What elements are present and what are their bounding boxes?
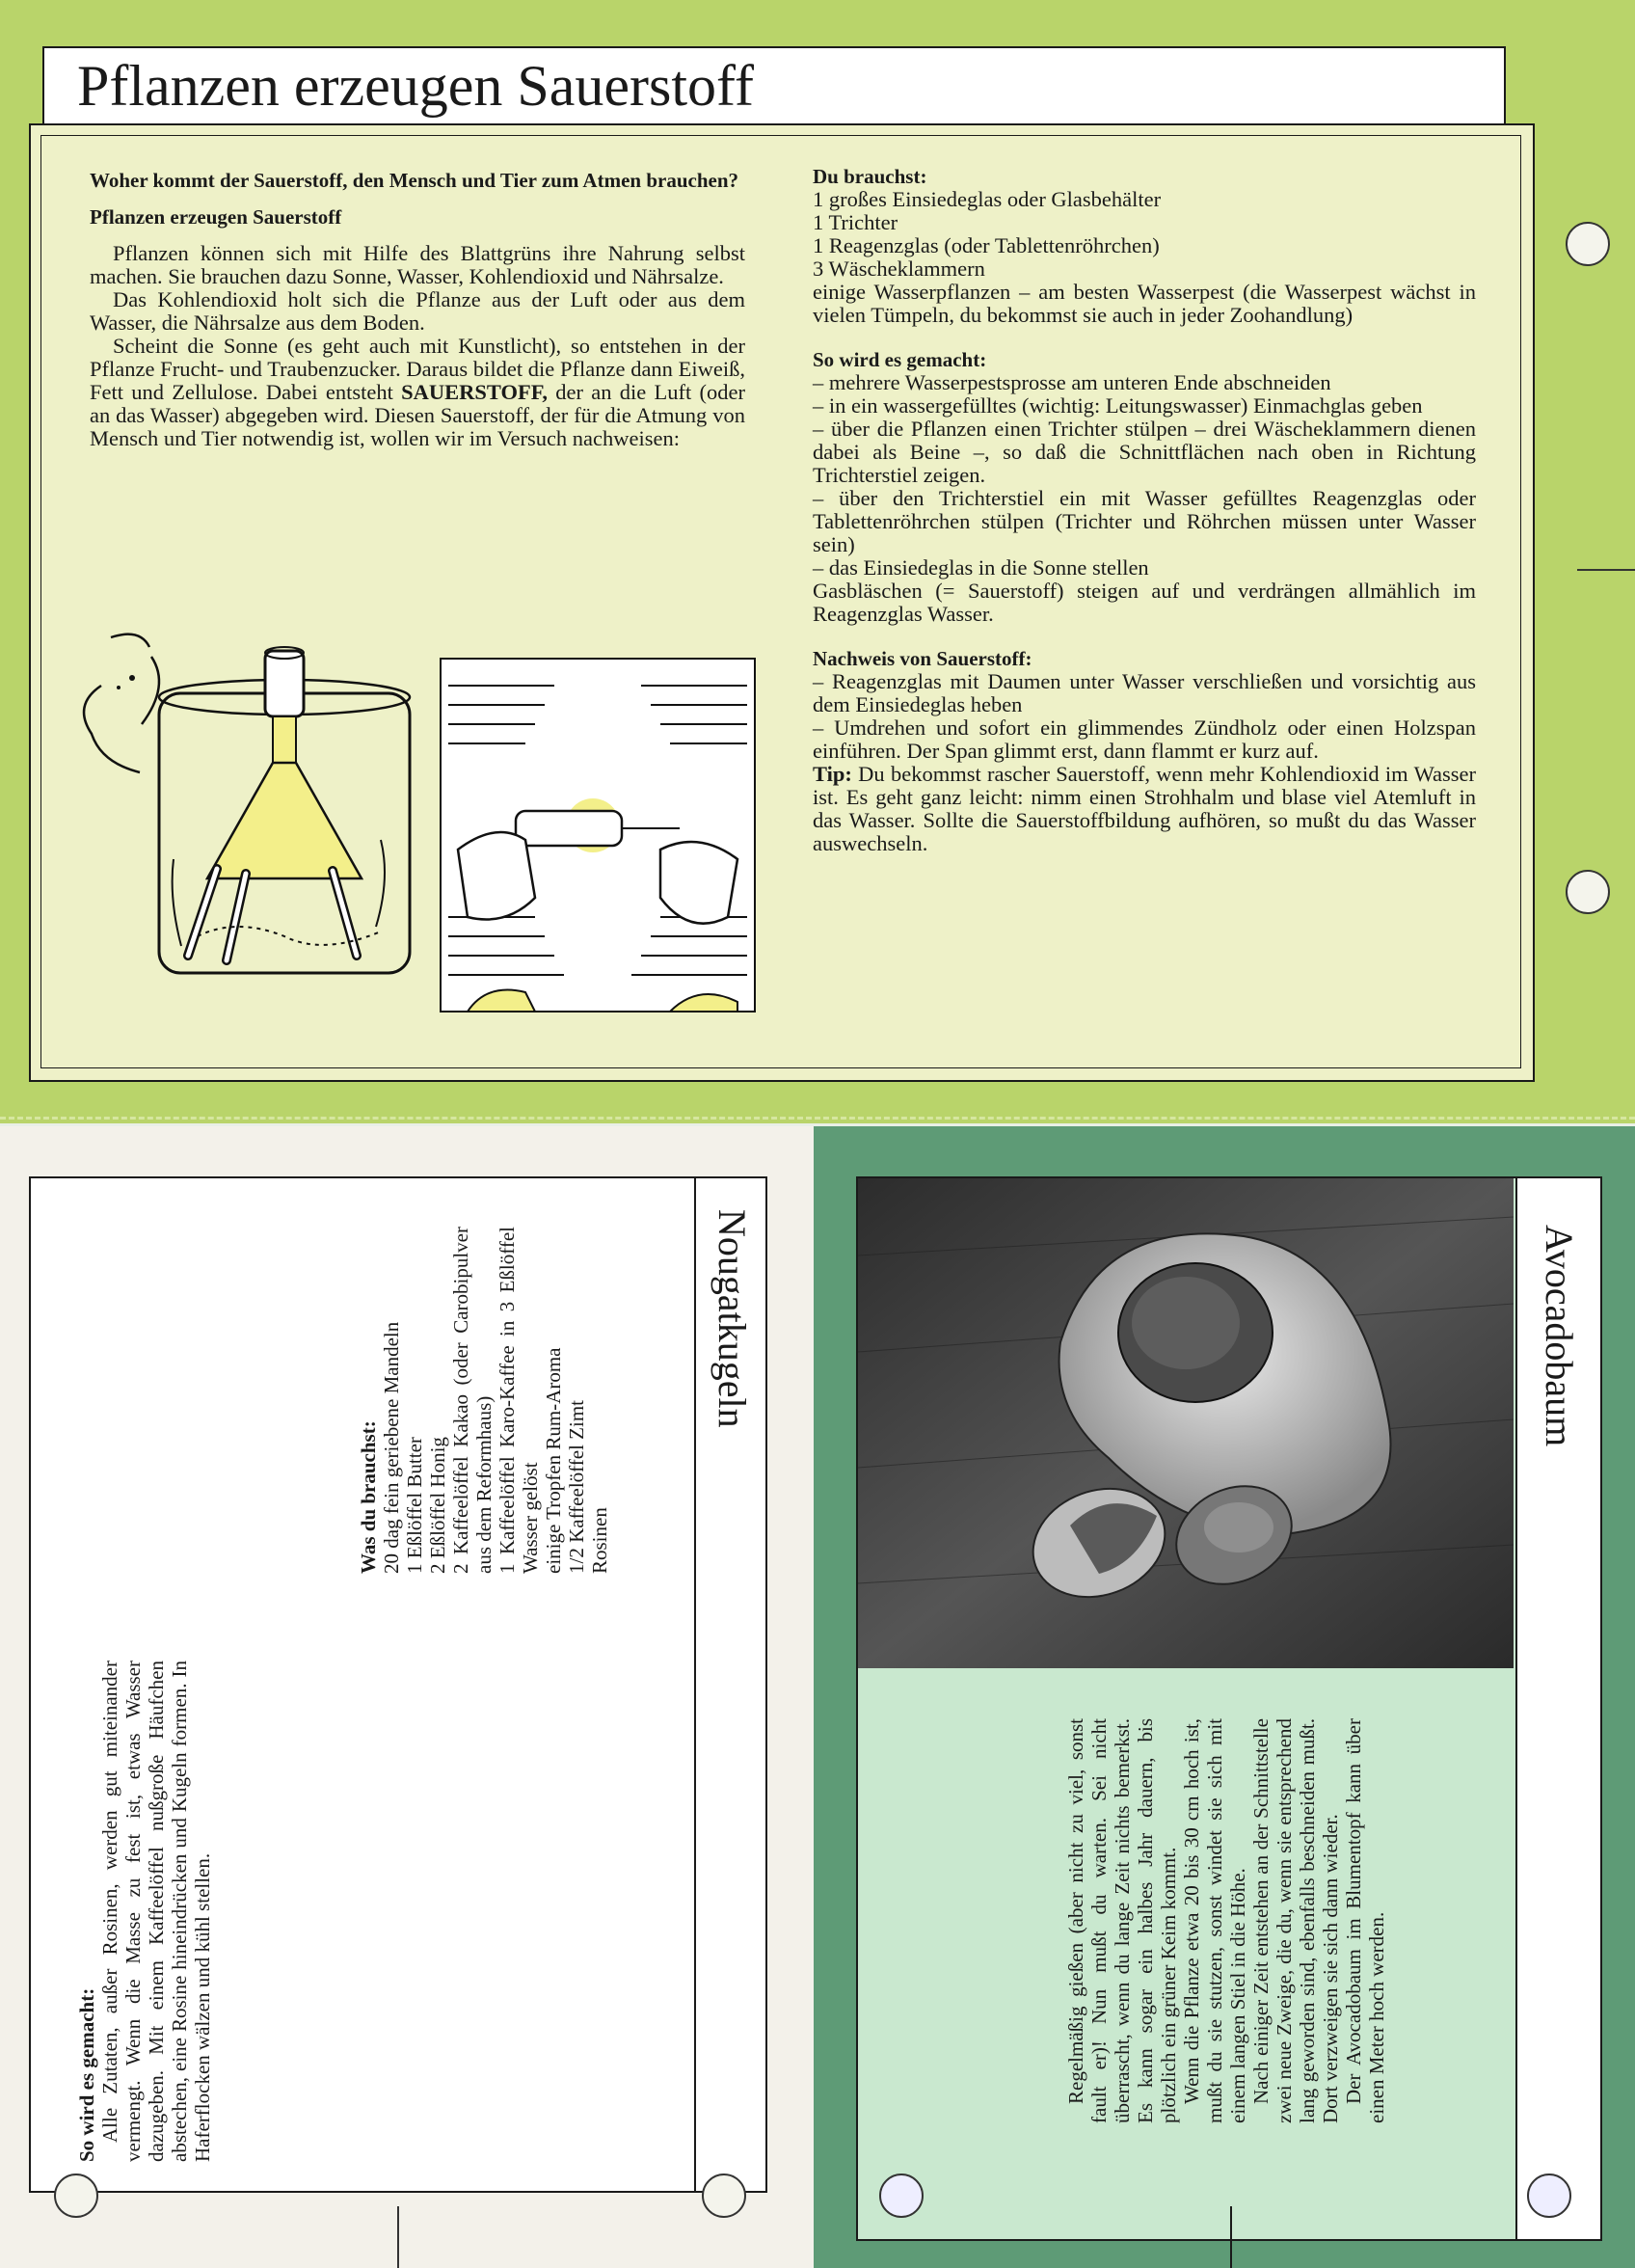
materials-heading: Du brauchst: bbox=[813, 165, 927, 188]
proof-step: – Umdrehen und sofort ein glimmendes Zündholz oder einen Holzspan einführen. Der Span glimmt erst, dann flammt er kurz auf. bbox=[813, 716, 1476, 763]
paragraph-1: Pflanzen können sich mit Hilfe des Blattgrüns ihre Nahrung selbst machen. Sie brauchen dazu Sonne, Wasser, Kohlendioxid und Nährsalze. bbox=[90, 241, 745, 288]
nougat-ingredients bbox=[357, 1227, 656, 1574]
ingredient-item: 2 Kaffeelöffel Kakao (oder Carobipulver aus dem Reformhaus) bbox=[449, 1227, 496, 1574]
intro-column bbox=[90, 169, 745, 450]
binder-hole bbox=[1566, 870, 1610, 914]
content-inner-frame bbox=[40, 135, 1521, 1068]
materials-item: 1 Reagenzglas (oder Tablettenröhrchen) bbox=[813, 233, 1160, 257]
method-step: – über den Trichterstiel ein mit Wasser gefülltes Reagenzglas oder Tablettenröhrchen stülpen (Trichter und Röhrchen müssen unter Wasser sein) bbox=[813, 486, 1476, 556]
binder-hole bbox=[1527, 2174, 1571, 2218]
binder-hole bbox=[879, 2174, 924, 2218]
tip-paragraph: Tip: Du bekommst rascher Sauerstoff, wenn mehr Kohlendioxid im Wasser ist. Es geht ganz leicht: nimm einen Strohhalm und blase viel Atemluft in das Wasser. Sollte die Sauerstoffbildung aufhören, so mußt du das Wasser auswechseln. bbox=[813, 762, 1476, 855]
ingredient-item: einige Tropfen Rum-Aroma bbox=[542, 1347, 565, 1574]
method-step: – mehrere Wasserpestsprosse am unteren Ende abschneiden bbox=[813, 370, 1331, 394]
ingredient-item: 20 dag fein geriebene Mandeln bbox=[380, 1321, 403, 1574]
paragraph-2: Das Kohlendioxid holt sich die Pflanze aus der Luft oder aus dem Wasser, die Nährsalze aus dem Boden. bbox=[90, 287, 745, 335]
question-heading: Woher kommt der Sauerstoff, den Mensch und Tier zum Atmen brauchen? bbox=[90, 169, 739, 192]
avocado-paragraph-1: Regelmäßig gießen (aber nicht zu viel, sonst fault er)! Nun mußt du warten. Sei nicht überrascht, wenn du lange Zeit nichts bemerkst. Es kann sogar ein halbes Jahr dauern, bis plötzlich ein grüner Keim kommt. bbox=[1064, 1718, 1180, 2123]
binder-hole bbox=[702, 2174, 746, 2218]
cut-mark bbox=[1230, 2206, 1232, 2268]
binder-hole bbox=[1566, 222, 1610, 266]
ingredient-item: 2 Eßlöffel Honig bbox=[426, 1437, 449, 1574]
paragraph-3: Scheint die Sonne (es geht auch mit Kunstlicht), so entstehen in der Pflanze Frucht- und Traubenzucker. Daraus bildet die Pflanze dann Eiweiß, Fett und Zellulose. Dabei entsteht SAUERSTOFF, der an die Luft (oder an das Wasser) abgegeben wird. Diesen Sauerstoff, der für die Atmung von Mensch und Tier notwendig ist, wollen wir im Versuch nachweisen: bbox=[90, 334, 745, 450]
oxygen-experiment-card bbox=[0, 0, 1635, 1123]
proof-step: – Reagenzglas mit Daumen unter Wasser verschließen und vorsichtig aus dem Einsiedeglas heben bbox=[813, 669, 1476, 716]
avocado-paragraph-2: Wenn die Pflanze etwa 20 bis 30 cm hoch ist, mußt du sie stutzen, sonst windet sie sich mit einem langen Stiel in die Höhe. bbox=[1180, 1718, 1249, 2123]
materials-item: 3 Wäscheklammern bbox=[813, 256, 985, 281]
instructions-column bbox=[813, 165, 1476, 855]
subheading: Pflanzen erzeugen Sauerstoff bbox=[90, 205, 342, 229]
nougat-title-bar bbox=[694, 1178, 765, 2191]
cut-mark bbox=[397, 2206, 399, 2268]
avocado-card bbox=[814, 1126, 1635, 2268]
method-text: Alle Zutaten, außer Rosinen, werden gut miteinander vermengt. Wenn die Masse zu fest ist, etwas Wasser dazugeben. Mit einem Kaffeelöffel nußgroße Häufchen abstechen, eine Rosine hineindrücken und Kugeln formen. In Haferflocken wälzen und kühl stellen. bbox=[98, 1660, 214, 2162]
method-heading: So wird es gemacht: bbox=[813, 348, 987, 371]
avocado-paragraph-3: Nach einiger Zeit entstehen an der Schnittstelle zwei neue Zweige, die du, wenn sie entsprechend lang geworden sind, ebenfalls beschneiden mußt. Dort verzweigen sie sich dann wieder. bbox=[1249, 1718, 1342, 2123]
ingredients-heading: Was du brauchst: bbox=[357, 1420, 380, 1574]
card-title: Pflanzen erzeugen Sauerstoff bbox=[77, 54, 754, 118]
ingredient-item: 1 Kaffeelöffel Karo-Kaffee in 3 Eßlöffel Wasser gelöst bbox=[496, 1227, 542, 1574]
proof-heading: Nachweis von Sauerstoff: bbox=[813, 647, 1032, 670]
method-heading: So wird es gemacht: bbox=[75, 1987, 98, 2162]
avocado-paragraph-4: Der Avocadobaum im Blumentopf kann über einen Meter hoch werden. bbox=[1342, 1718, 1388, 2123]
avocado-frame bbox=[856, 1176, 1602, 2241]
materials-item: 1 großes Einsiedeglas oder Glasbehälter bbox=[813, 187, 1162, 211]
jar-experiment-illustration bbox=[63, 618, 439, 985]
ingredient-item: 1 Eßlöffel Butter bbox=[403, 1437, 426, 1574]
method-step: – das Einsiedeglas in die Sonne stellen bbox=[813, 555, 1149, 580]
nougat-recipe-card bbox=[0, 1126, 814, 2268]
avocado-title-bar bbox=[1515, 1178, 1600, 2239]
method-step: – über die Pflanzen einen Trichter stülpen – drei Wäscheklammern dienen dabei als Beine –, so daß die Schnittflächen nach oben in Richtung Trichterstiel zeigen. bbox=[813, 417, 1476, 487]
materials-item: einige Wasserpflanzen – am besten Wasserpest (die Wasserpest wächst in vielen Tümpeln, du bekommst sie auch in jeder Zoohandlung) bbox=[813, 280, 1476, 327]
ingredient-item: 1/2 Kaffeelöffel Zimt bbox=[565, 1400, 588, 1574]
ingredient-item: Rosinen bbox=[588, 1507, 611, 1574]
avocado-text bbox=[1064, 1718, 1494, 2123]
materials-item: 1 Trichter bbox=[813, 210, 898, 234]
nougat-title: Nougatkugeln bbox=[710, 1209, 754, 1428]
binder-hole bbox=[54, 2174, 98, 2218]
title-box bbox=[42, 46, 1506, 125]
avocado-title: Avocadobaum bbox=[1538, 1225, 1581, 1447]
cut-mark bbox=[1577, 569, 1635, 571]
method-step: Gasbläschen (= Sauerstoff) steigen auf und verdrängen allmählich im Reagenzglas Wasser. bbox=[813, 579, 1476, 626]
nougat-frame bbox=[29, 1176, 767, 2193]
nougat-method bbox=[75, 1660, 326, 2162]
method-step: – in ein wassergefülltes (wichtig: Leitungswasser) Einmachglas geben bbox=[813, 393, 1423, 418]
perforation-line bbox=[0, 1117, 1635, 1120]
test-tube-illustration bbox=[439, 657, 757, 1013]
content-panel bbox=[29, 123, 1535, 1082]
avocado-photo bbox=[858, 1178, 1514, 1668]
